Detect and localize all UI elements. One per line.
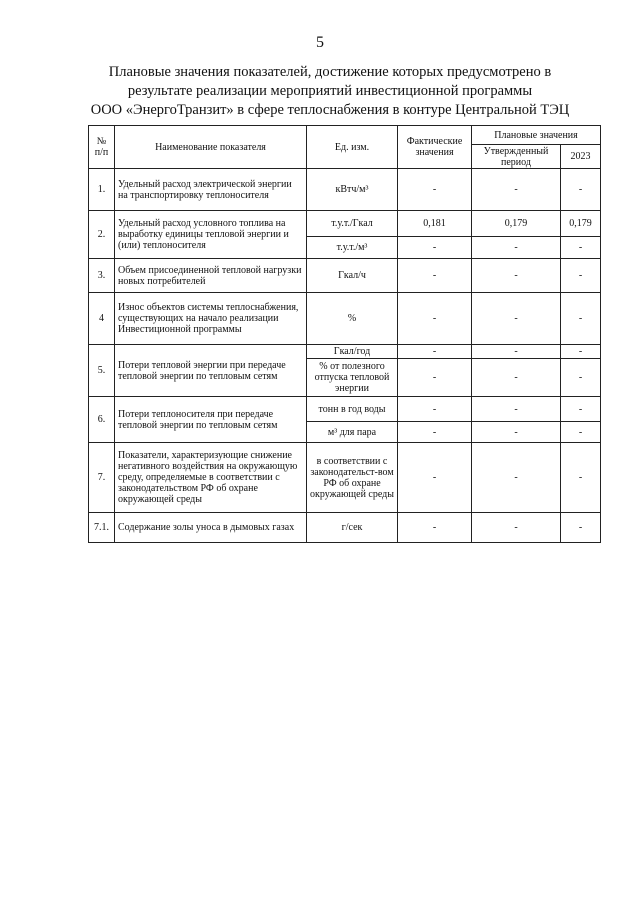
row-unit: г/сек xyxy=(307,513,398,543)
row-actual: - xyxy=(398,345,472,359)
row-approved: - xyxy=(472,359,561,397)
row-num: 1. xyxy=(89,169,115,211)
page-number: 5 xyxy=(316,34,324,51)
row-actual: 0,181 xyxy=(398,211,472,237)
row-unit: кВтч/м³ xyxy=(307,169,398,211)
header-num: № п/п xyxy=(89,126,115,169)
row-approved: 0,179 xyxy=(472,211,561,237)
row-name: Содержание золы уноса в дымовых газах xyxy=(115,513,307,543)
table-row xyxy=(89,169,601,211)
row-year: - xyxy=(561,169,601,211)
row-year: - xyxy=(561,513,601,543)
table-row xyxy=(89,443,601,513)
row-name: Износ объектов системы теплоснабжения, существующих на начало реализации Инвестиционной программы xyxy=(115,293,307,345)
row-unit: т.у.т./м³ xyxy=(307,237,398,259)
table-row xyxy=(89,293,601,345)
row-num: 3. xyxy=(89,259,115,293)
row-approved: - xyxy=(472,237,561,259)
row-unit: т.у.т./Гкал xyxy=(307,211,398,237)
header-year: 2023 xyxy=(561,145,601,169)
row-name: Показатели, характеризующие снижение негативного воздействия на окружающую среду, определяемые в соответствии с законодательством РФ об охране окружающей среды xyxy=(115,443,307,513)
row-approved: - xyxy=(472,345,561,359)
title-line-2: результате реализации мероприятий инвестиционной программы xyxy=(127,83,533,99)
indicators-table xyxy=(88,125,601,543)
row-num: 6. xyxy=(89,397,115,443)
row-actual: - xyxy=(398,169,472,211)
row-approved: - xyxy=(472,259,561,293)
row-year: - xyxy=(561,345,601,359)
row-actual: - xyxy=(398,293,472,345)
row-unit: Гкал/год xyxy=(307,345,398,359)
row-approved: - xyxy=(472,443,561,513)
row-year: - xyxy=(561,293,601,345)
row-approved: - xyxy=(472,397,561,422)
row-actual: - xyxy=(398,259,472,293)
header-planned: Плановые значения xyxy=(472,126,601,145)
table-row xyxy=(89,211,601,237)
row-approved: - xyxy=(472,169,561,211)
row-name: Потери тепловой энергии при передаче тепловой энергии по тепловым сетям xyxy=(115,345,307,397)
row-num: 5. xyxy=(89,345,115,397)
row-year: 0,179 xyxy=(561,211,601,237)
table-row xyxy=(89,259,601,293)
row-name: Потери теплоносителя при передаче тепловой энергии по тепловым сетям xyxy=(115,397,307,443)
table-row xyxy=(89,513,601,543)
row-name: Объем присоединенной тепловой нагрузки новых потребителей xyxy=(115,259,307,293)
table-row xyxy=(89,397,601,422)
row-year: - xyxy=(561,443,601,513)
table-row xyxy=(89,345,601,359)
row-name: Удельный расход электрической энергии на транспортировку теплоносителя xyxy=(115,169,307,211)
row-unit: в соответствии с законодательст-вом РФ об охране окружающей среды xyxy=(307,443,398,513)
title-line-3: ООО «ЭнергоТранзит» в сфере теплоснабжения в контуре Центральной ТЭЦ xyxy=(90,102,570,118)
row-actual: - xyxy=(398,513,472,543)
header-actual: Фактические значения xyxy=(398,126,472,169)
document-title xyxy=(60,63,600,120)
row-num: 7. xyxy=(89,443,115,513)
row-unit: м³ для пара xyxy=(307,422,398,443)
row-approved: - xyxy=(472,293,561,345)
row-actual: - xyxy=(398,443,472,513)
row-approved: - xyxy=(472,513,561,543)
row-actual: - xyxy=(398,422,472,443)
row-year: - xyxy=(561,397,601,422)
header-name: Наименование показателя xyxy=(115,126,307,169)
header-row xyxy=(89,126,601,145)
header-approved: Утвержденный период xyxy=(472,145,561,169)
row-num: 7.1. xyxy=(89,513,115,543)
title-line-1: Плановые значения показателей, достижение которых предусмотрено в xyxy=(108,64,552,80)
row-actual: - xyxy=(398,237,472,259)
row-approved: - xyxy=(472,422,561,443)
header-unit: Ед. изм. xyxy=(307,126,398,169)
row-year: - xyxy=(561,237,601,259)
row-year: - xyxy=(561,259,601,293)
row-num: 2. xyxy=(89,211,115,259)
row-actual: - xyxy=(398,359,472,397)
row-unit: Гкал/ч xyxy=(307,259,398,293)
row-name: Удельный расход условного топлива на выработку единицы тепловой энергии и (или) теплоносителя xyxy=(115,211,307,259)
row-unit: % от полезного отпуска тепловой энергии xyxy=(307,359,398,397)
row-year: - xyxy=(561,359,601,397)
row-unit: тонн в год воды xyxy=(307,397,398,422)
row-actual: - xyxy=(398,397,472,422)
row-year: - xyxy=(561,422,601,443)
row-unit: % xyxy=(307,293,398,345)
row-num: 4 xyxy=(89,293,115,345)
